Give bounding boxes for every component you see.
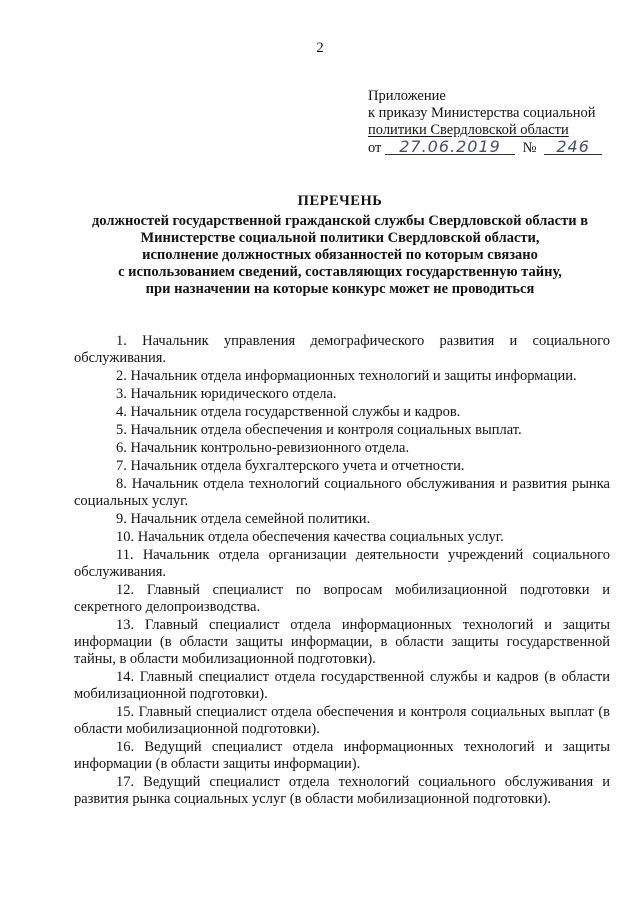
handwritten-number: 246 xyxy=(544,139,602,155)
list-item: 4. Начальник отдела государственной службы и кадров. xyxy=(116,404,461,420)
annex-date-line xyxy=(368,139,618,157)
list-item: 12. Главный специалист по вопросам мобилизационной подготовки и секретного делопроизводства. xyxy=(74,582,610,615)
list-item: 10. Начальник отдела обеспечения качества социальных услуг. xyxy=(116,529,504,545)
list-item: 14. Главный специалист отдела государственной службы и кадров (в области мобилизационной подготовки). xyxy=(74,669,610,702)
list-item: 13. Главный специалист отдела информационных технологий и защиты информации (в области защиты информации, в области защиты государственной тайны, в области мобилизационной подготовки). xyxy=(74,617,610,667)
annex-order-line: к приказу Министерства социальной xyxy=(368,105,596,121)
list-item: 2. Начальник отдела информационных технологий и защиты информации. xyxy=(116,368,577,384)
list-item: 15. Главный специалист отдела обеспечения и контроля социальных выплат (в области мобилизационной подготовки). xyxy=(74,704,610,737)
date-prefix: от xyxy=(368,140,382,156)
list-item: 11. Начальник отдела организации деятельности учреждений социального обслуживания. xyxy=(74,547,610,580)
list-item: 8. Начальник отдела технологий социального обслуживания и развития рынка социальных услуг. xyxy=(74,476,610,509)
list-item: 17. Ведущий специалист отдела технологий социального обслуживания и развития рынка социальных услуг (в области мобилизационной подготовки). xyxy=(74,774,610,807)
title-line-2: Министерстве социальной политики Свердловской области, xyxy=(140,230,540,246)
handwritten-date: 27.06.2019 xyxy=(385,139,515,155)
document-title xyxy=(60,193,620,298)
positions-list xyxy=(74,333,610,809)
list-item: 3. Начальник юридического отдела. xyxy=(116,386,337,402)
title-line-4: с использованием сведений, составляющих государственную тайну, xyxy=(118,264,562,280)
list-item: 9. Начальник отдела семейной политики. xyxy=(116,511,371,527)
list-item: 7. Начальник отдела бухгалтерского учета и отчетности. xyxy=(116,458,465,474)
annex-header xyxy=(368,88,618,157)
list-item: 16. Ведущий специалист отдела информационных технологий и защиты информации (в области защиты информации). xyxy=(74,739,610,772)
title-line-1: должностей государственной гражданской службы Свердловской области в xyxy=(91,213,589,229)
list-item: 5. Начальник отдела обеспечения и контроля социальных выплат. xyxy=(116,422,522,438)
title-line-5: при назначении на которые конкурс может не проводиться xyxy=(145,281,535,297)
annex-title: Приложение xyxy=(368,88,446,104)
number-sign: № xyxy=(522,140,537,156)
list-item: 1. Начальник управления демографического развития и социального обслуживания. xyxy=(74,333,610,366)
title-line-3: исполнение должностных обязанностей по которым связано xyxy=(142,247,538,263)
title-main: ПЕРЕЧЕНЬ xyxy=(297,193,383,209)
page-number: 2 xyxy=(316,40,324,56)
annex-ministry-line: политики Свердловской области xyxy=(368,122,569,138)
list-item: 6. Начальник контрольно-ревизионного отдела. xyxy=(116,440,410,456)
